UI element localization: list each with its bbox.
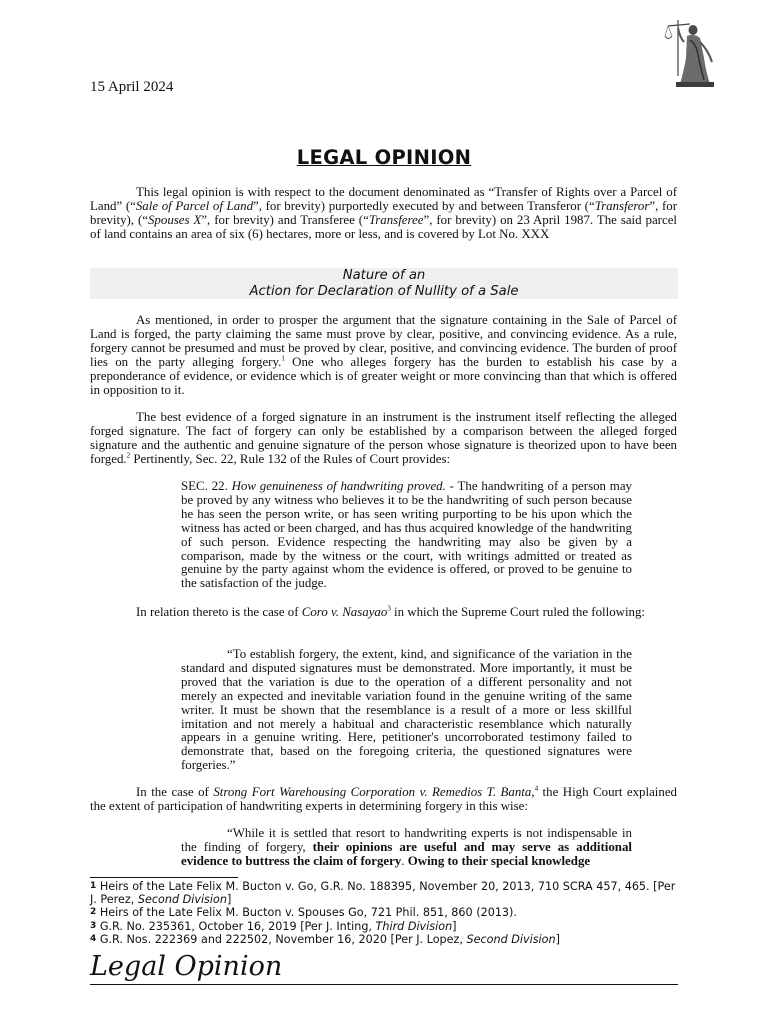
paragraph-coro-case: In relation thereto is the case of Coro v. Nasayao$^3$ in which the Supreme Court ruled the following:	[136, 604, 645, 619]
intro-paragraph: This legal opinion is with respect to the document denominated as “Transfer of Rights over a Parcel of Land” (“Sale of Parcel of Land”, for brevity) purportedly executed by and between Transferor (“Transferor”, for brevity), (“Spouses X”, for brevity) and Transferee (“Transferee”, for brevity) on 23 April 1987. The said parcel of land contains an area of six (6) hectares, more or less, and is covered by Lot No. XXX	[90, 185, 677, 241]
lady-justice-icon	[660, 14, 720, 88]
section-heading-line2: Action for Declaration of Nullity of a Sale	[249, 283, 519, 299]
footer-title: Legal Opinion	[90, 951, 283, 982]
paragraph-burden-of-proof: As mentioned, in order to prosper the argument that the signature containing in the Sale of Parcel of Land is forged, the party claiming the same must prove by clear, positive, and convincing evidence. As a rule, forgery cannot be presumed and must be proved by clear, positive, and convincing evidence. The burden of proof lies on the party alleging forgery.$^1$ One who alleges forgery has the burden to establish his case by a preponderance of evidence, or evidence which is of greater weight or more convincing than that which is offered in opposition to it.	[90, 313, 678, 397]
footnote-4: 4 G.R. Nos. 222369 and 222502, November 16, 2020 [Per J. Lopez, Second Division]	[90, 932, 560, 946]
footnote-separator	[90, 877, 238, 878]
footnote-1: 1 Heirs of the Late Felix M. Bucton v. Go, G.R. No. 188395, November 20, 2013, 710 SCRA 457, 465. [Per J. Perez, Second Division]	[90, 880, 676, 907]
footnote-ref-4[interactable]: 4	[534, 784, 539, 793]
footnote-3: 3 G.R. No. 235361, October 16, 2019 [Per J. Inting, Third Division]	[90, 919, 457, 933]
footnote-ref-1[interactable]: 1	[281, 354, 285, 363]
block-quote-coro: “To establish forgery, the extent, kind, and significance of the variation in the standard and disputed signatures must be demonstrated. More importantly, it must be proved that the variation is due to the operation of a different personality and not merely an expected and inevitable variation found in the genuine writing of the same writer. It must be shown that the resemblance is a result of a more or less skillful imitation and not merely a habitual and characteristic resemblance which naturally appears in a genuine writing. Here, petitioner's uncorroborated testimony failed to demonstrate that, based on the foregoing criteria, the questioned signatures were forgeries.”	[181, 647, 632, 773]
document-date: 15 April 2024	[90, 79, 174, 95]
footnotes	[90, 880, 680, 946]
document-title: LEGAL OPINION	[296, 146, 472, 169]
footer-rule	[90, 984, 678, 985]
footnote-ref-2[interactable]: 2	[126, 451, 131, 460]
block-quote-rule-132: SEC. 22. How genuineness of handwriting proved. - The handwriting of a person may be proved by any witness who believes it to be the handwriting of such person because he has seen the person write, or has seen writing purporting to be his upon which the witness has acted or been charged, and has thus acquired knowledge of the handwriting of such person. Evidence respecting the handwriting may also be given by a comparison, made by the witness or the court, with writings admitted or treated as genuine by the party against whom the evidence is offered, or proved to be genuine to the satisfaction of the judge.	[181, 479, 632, 591]
block-quote-strong-fort: “While it is settled that resort to handwriting experts is not indispensable in the finding of forgery, their opinions are useful and may serve as additional evidence to buttress the claim of forgery. Owing to their special knowledge	[181, 826, 632, 868]
section-heading-line1: Nature of an	[342, 268, 426, 283]
footnote-ref-3[interactable]: 3	[387, 604, 391, 613]
paragraph-strong-fort-case: In the case of Strong Fort Warehousing Corporation v. Remedios T. Banta,$^4$ the High Court explained the extent of participation of handwriting experts in determining forgery in this wise:	[90, 784, 677, 813]
paragraph-best-evidence: The best evidence of a forged signature in an instrument is the instrument itself reflecting the alleged forged signature. The fact of forgery can only be established by a comparison between the alleged forged signature and the authentic and genuine signature of the person whose signature is theorized upon to have been forged.$^2$ Pertinently, Sec. 22, Rule 132 of the Rules of Court provides:	[90, 410, 677, 466]
footnote-2: 2 Heirs of the Late Felix M. Bucton v. Spouses Go, 721 Phil. 851, 860 (2013).	[90, 906, 517, 920]
section-heading	[90, 268, 678, 299]
